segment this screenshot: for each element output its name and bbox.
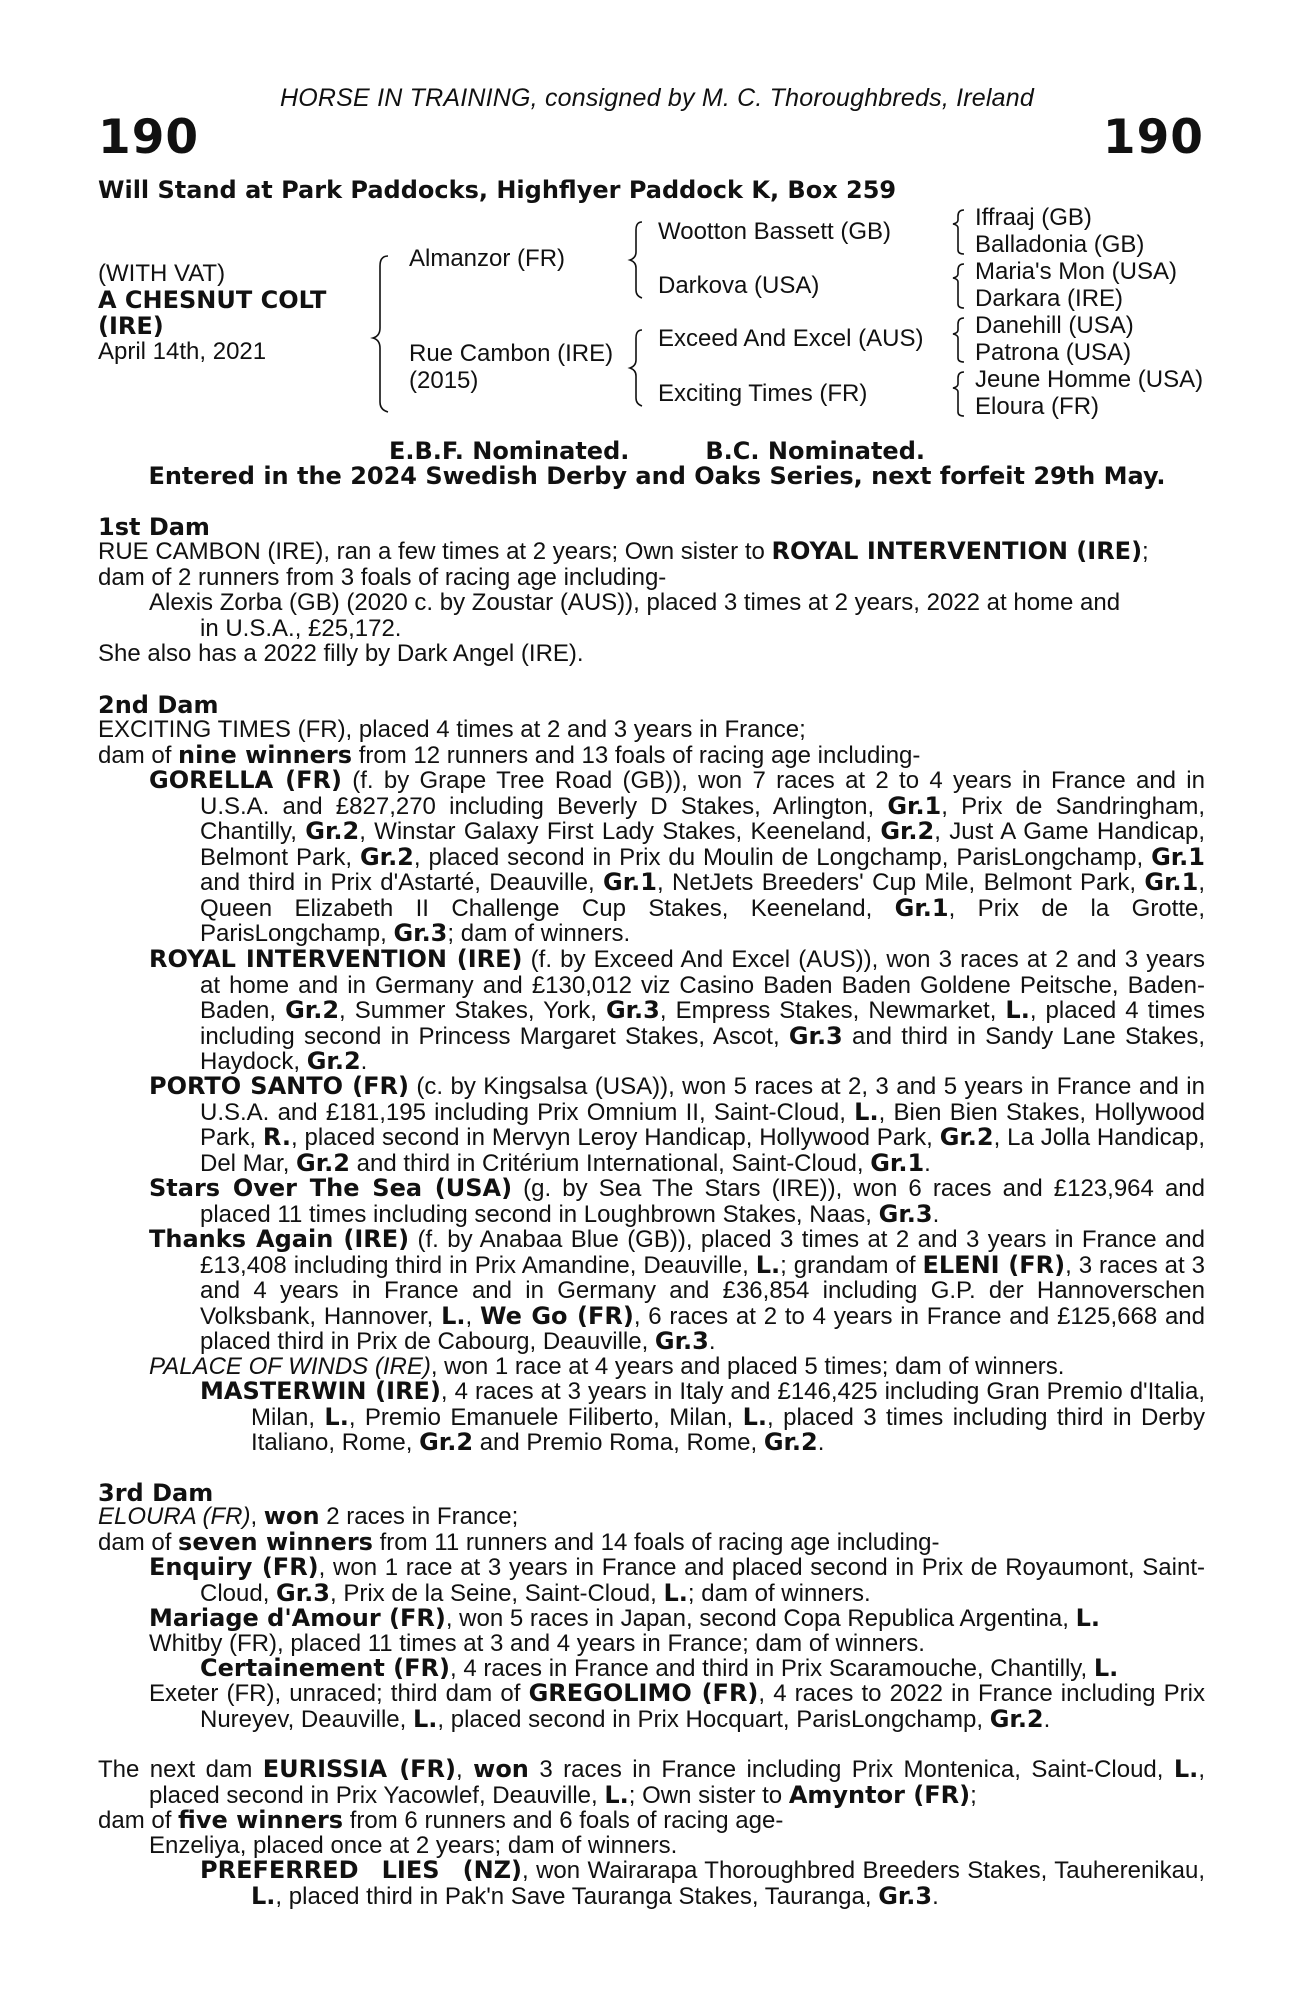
text: , Prix de la Seine, Saint-Cloud,: [329, 1579, 664, 1607]
text: , 4 races to 2022 in France including Prix Nureyev, Deauville,: [200, 1680, 1205, 1733]
text: , won Wairarapa Thoroughbred Breeders Stakes, Tauherenikau,: [522, 1857, 1205, 1884]
bracket-g1: [953, 210, 964, 254]
consignor-line: HORSE IN TRAINING, consigned by M. C. Thoroughbreds, Ireland: [280, 84, 1034, 112]
bracket-main: [373, 256, 388, 412]
text: , Bien Bien Stakes, Hollywood Park,: [200, 1098, 1205, 1151]
text: The next dam: [98, 1756, 263, 1783]
palace-of-winds-entry: [149, 1354, 1205, 1380]
dam-name: Rue Cambon (IRE): [409, 340, 614, 367]
text: RUE CAMBON (IRE), ran a few times at 2 years; Own sister to: [98, 538, 772, 565]
horse-name: Certainement (FR): [200, 1654, 450, 1682]
grade: Gr.3: [878, 1881, 933, 1910]
text: , NetJets Breeders' Cup Mile, Belmont Park,: [656, 869, 1145, 896]
grade: Gr.2: [306, 1047, 361, 1075]
text: ,: [465, 1302, 480, 1330]
enquiry-entry: [149, 1555, 1205, 1606]
text: , La Jolla Handicap, Del Mar,: [200, 1124, 1206, 1177]
text: , Winstar Galaxy First Lady Stakes, Keeneland,: [359, 818, 881, 845]
ancestor-3: Maria's Mon (USA): [975, 258, 1177, 285]
grade: Gr.3: [788, 1021, 843, 1050]
grade: Gr.2: [285, 996, 340, 1024]
ancestor-2: Balladonia (GB): [975, 231, 1145, 258]
ancestor-8: Eloura (FR): [975, 393, 1100, 420]
next-dam-produce-line: [98, 1808, 1205, 1834]
text: , placed second in Prix du Moulin de Longchamp, ParisLongchamp,: [413, 843, 1152, 871]
grade: Gr.3: [605, 996, 660, 1024]
text: and third in Critérium International, Saint-Cloud,: [349, 1149, 871, 1177]
gorella-entry: [149, 768, 1205, 947]
grade: L.: [1093, 1654, 1119, 1682]
text: , Queen Elizabeth II Challenge Cup Stakes, Keeneland,: [200, 869, 1206, 922]
text: .: [932, 1200, 940, 1228]
exeter-entry: [149, 1681, 1205, 1732]
masterwin-entry: [200, 1379, 1205, 1456]
grade: L.: [441, 1301, 466, 1330]
royal-intervention-entry: [149, 947, 1205, 1075]
horse-name: EURISSIA (FR): [262, 1755, 457, 1783]
horse-name: GREGOLIMO (FR): [528, 1679, 759, 1707]
text: ; dam of winners.: [447, 920, 631, 947]
first-dam-produce: [149, 590, 1205, 641]
ancestor-5: Danehill (USA): [975, 312, 1134, 339]
text: 2 races in France;: [319, 1503, 519, 1530]
winners-count: seven winners: [178, 1527, 373, 1556]
text: ,: [250, 1503, 264, 1530]
text: .: [708, 1328, 716, 1355]
text: , Summer Stakes, York,: [339, 997, 606, 1024]
text: from 12 runners and 13 foals of racing age including-: [352, 741, 921, 769]
ebf-nomination: E.B.F. Nominated.: [388, 437, 630, 465]
text: ; Own sister to: [628, 1781, 789, 1809]
grade: L.: [251, 1881, 276, 1910]
grade: Gr.2: [419, 1428, 474, 1456]
text: ; dam of winners.: [687, 1579, 871, 1607]
third-dam-title: 3rd Dam: [98, 1479, 214, 1507]
bracket-dam: [630, 330, 642, 406]
grade: L.: [604, 1780, 629, 1809]
horse-name: PALACE OF WINDS (IRE): [149, 1353, 431, 1380]
first-dam-title: 1st Dam: [98, 513, 210, 541]
text: from 11 runners and 14 foals of racing age including-: [372, 1528, 940, 1556]
text: (f. by Grape Tree Road (GB)), won 7 races at 2 to 4 years in France and in U.S.A. and £827,270 including Beverly D Stakes, Arlington,: [200, 767, 1205, 820]
lot-number-left: 190: [98, 110, 200, 165]
text: , placed second in Prix Hocquart, ParisLongchamp,: [437, 1705, 990, 1733]
horse-name: ELENI (FR): [922, 1250, 1066, 1279]
grade: Gr.1: [1144, 868, 1199, 896]
text: .: [924, 1149, 931, 1177]
text: .: [932, 1882, 939, 1910]
enzeliya-entry: Enzeliya, placed once at 2 years; dam of winners.: [149, 1832, 678, 1859]
horse-name: Thanks Again (IRE): [149, 1225, 410, 1253]
text: dam of: [98, 1807, 179, 1834]
grade: R.: [262, 1123, 291, 1151]
horse-name: MASTERWIN (IRE): [200, 1377, 441, 1405]
grade: Gr.1: [870, 1148, 925, 1177]
horse-name: ROYAL INTERVENTION (IRE): [149, 945, 523, 973]
text: , placed third in Pak'n Save Tauranga Stakes, Tauranga,: [275, 1882, 879, 1910]
grade: Gr.1: [1151, 842, 1205, 871]
text: , won 1 race at 4 years and placed 5 times; dam of winners.: [430, 1353, 1065, 1380]
text: EXCITING TIMES (FR), placed 4 times at 2 and 3 years in France;: [98, 716, 806, 743]
horse-name: ELOURA (FR): [98, 1503, 251, 1530]
grade: Gr.1: [887, 791, 942, 820]
grade: Gr.3: [654, 1327, 709, 1355]
ancestor-1: Iffraaj (GB): [975, 204, 1092, 231]
winners-count: nine winners: [178, 740, 353, 769]
grade: Gr.1: [603, 868, 657, 896]
entered-line: Entered in the 2024 Swedish Derby and Oaks Series, next forfeit 29th May.: [148, 462, 1166, 490]
sire-name: Almanzor (FR): [409, 245, 566, 272]
ancestor-7: Jeune Homme (USA): [975, 366, 1204, 393]
bracket-g4: [953, 372, 964, 416]
dam-dam: Exciting Times (FR): [658, 380, 868, 407]
sire-sire: Wootton Bassett (GB): [658, 218, 891, 245]
horse-name: Stars Over The Sea (USA): [149, 1174, 513, 1202]
won-label: won: [263, 1502, 320, 1530]
certainement-entry: [200, 1656, 1205, 1682]
text: , placed second in Prix Yacowlef, Deauville,: [149, 1756, 1205, 1809]
text: in U.S.A., £25,172.: [200, 614, 402, 642]
sire-dam: Darkova (USA): [658, 272, 820, 299]
grade: Gr.2: [989, 1704, 1044, 1733]
bracket-g3: [953, 318, 964, 362]
grade: L.: [1075, 1604, 1100, 1632]
grade: Gr.2: [880, 817, 935, 845]
lot-number-right: 190: [1102, 110, 1204, 165]
text: , won 1 race at 3 years in France and placed second in Prix de Royaumont, Saint-Cloud,: [200, 1554, 1205, 1607]
text: ; grandam of: [780, 1251, 923, 1279]
grade: L.: [412, 1704, 438, 1733]
dam-sire: Exceed And Excel (AUS): [658, 325, 924, 352]
text: dam of 2 runners from 3 foals of racing age including-: [98, 563, 667, 591]
grade: L.: [1173, 1755, 1199, 1783]
horse-name: Mariage d'Amour (FR): [149, 1604, 446, 1632]
grade: Gr.3: [878, 1199, 933, 1228]
stars-over-the-sea-entry: [149, 1176, 1205, 1227]
text: from 6 runners and 6 foals of racing age-: [343, 1807, 784, 1834]
foaling-date: April 14th, 2021: [98, 338, 267, 365]
text: Alexis Zorba (GB) (2020 c. by Zoustar (AUS)), placed 3 times at 2 years, 2022 at home and: [149, 589, 1121, 616]
porto-santo-entry: [149, 1074, 1205, 1176]
text: , Premio Emanuele Filiberto, Milan,: [348, 1403, 743, 1431]
third-dam-intro: [98, 1504, 1205, 1555]
lot-description: A CHESNUT COLT: [98, 286, 327, 314]
vat-note: (WITH VAT): [98, 260, 226, 287]
grade: L.: [663, 1578, 688, 1607]
grade: L.: [854, 1097, 879, 1126]
grade: Gr.2: [939, 1123, 994, 1151]
next-dam-intro: [98, 1757, 1205, 1808]
horse-name: Enquiry (FR): [149, 1553, 319, 1581]
text: (c. by Kingsalsa (USA)), won 5 races at 2, 3 and 5 years in France and in U.S.A. and £181,195 including Prix Omnium II, Saint-Cloud,: [200, 1073, 1205, 1126]
grade: Gr.2: [296, 1148, 350, 1177]
second-dam-title: 2nd Dam: [98, 691, 219, 719]
grade: Gr.2: [763, 1428, 818, 1456]
grade: L.: [1005, 996, 1030, 1024]
text: and third in Sandy Lane Stakes, Haydock,: [200, 1022, 1205, 1075]
text: , 4 races at 3 years in Italy and £146,425 including Gran Premio d'Italia, Milan,: [251, 1378, 1205, 1431]
text: .: [1043, 1705, 1051, 1733]
text: (f. by Anabaa Blue (GB)), placed 3 times at 2 and 3 years in France and £13,408 including third in Prix Amandine, Deauville,: [200, 1226, 1205, 1279]
text: , placed 4 times including second in Princess Margaret Stakes, Ascot,: [200, 997, 1206, 1050]
first-dam-note: She also has a 2022 filly by Dark Angel (IRE).: [98, 640, 584, 667]
thanks-again-entry: [149, 1227, 1205, 1355]
grade: Gr.3: [276, 1578, 330, 1607]
dam-year: (2015): [409, 367, 479, 394]
ancestor-4: Darkara (IRE): [975, 285, 1124, 312]
horse-name: PREFERRED LIES (NZ): [200, 1856, 523, 1884]
grade: Gr.2: [359, 842, 414, 871]
first-dam-intro: [98, 539, 1205, 590]
text: , Prix de la Grotte, ParisLongchamp,: [200, 894, 1206, 947]
text: Exeter (FR), unraced; third dam of: [149, 1680, 529, 1707]
horse-name: We Go (FR): [479, 1301, 634, 1330]
horse-name: PORTO SANTO (FR): [149, 1072, 409, 1100]
text: , Empress Stakes, Newmarket,: [659, 997, 1006, 1024]
grade: Gr.3: [393, 919, 448, 947]
text: , 4 races in France and third in Prix Scaramouche, Chantilly,: [450, 1655, 1094, 1682]
second-dam-intro: [98, 717, 1205, 768]
text: , 6 races at 2 to 4 years in France and £125,668 and placed third in Prix de Cabourg, Deauville,: [200, 1302, 1206, 1355]
text: ,: [456, 1756, 474, 1783]
text: , won 5 races in Japan, second Copa Republica Argentina,: [445, 1605, 1076, 1632]
won-label: won: [473, 1755, 529, 1783]
text: , placed second in Mervyn Leroy Handicap, Hollywood Park,: [290, 1124, 940, 1151]
bracket-sire: [630, 222, 642, 298]
text: , Just A Game Handicap, Belmont Park,: [200, 818, 1205, 871]
text: and third in Prix d'Astarté, Deauville,: [200, 869, 604, 896]
bc-nomination: B.C. Nominated.: [705, 437, 926, 465]
text: , placed 3 times including third in Derby Italiano, Rome,: [251, 1403, 1206, 1456]
text: dam of: [98, 741, 179, 769]
ancestor-6: Patrona (USA): [975, 339, 1132, 366]
grade: L.: [755, 1250, 781, 1279]
text: , Prix de Sandringham, Chantilly,: [200, 792, 1205, 845]
winners-count: five winners: [178, 1806, 344, 1834]
lot-description-country: (IRE): [98, 312, 164, 340]
mariage-entry: [149, 1606, 1205, 1632]
grade: L.: [742, 1402, 768, 1431]
text: ;: [970, 1781, 977, 1809]
whitby-entry: Whitby (FR), placed 11 times at 3 and 4 years in France; dam of winners.: [149, 1630, 925, 1657]
nominations-line: [0, 437, 1314, 465]
text: , 3 races at 3 and 4 years in France and in Germany and £36,854 including G.P. der Hannoverschen Volksbank, Hannover,: [200, 1251, 1205, 1330]
text: ;: [1142, 538, 1149, 565]
grade: Gr.2: [305, 817, 360, 845]
text: and Premio Roma, Rome,: [473, 1429, 764, 1456]
text: .: [817, 1429, 825, 1456]
text: dam of: [98, 1528, 179, 1556]
grade: Gr.1: [894, 893, 949, 922]
bracket-g2: [953, 264, 964, 308]
text: (g. by Sea The Stars (IRE)), won 6 races and £123,964 and placed 11 times including second in Loughbrown Stakes, Naas,: [200, 1175, 1205, 1228]
grade: L.: [324, 1402, 349, 1431]
text: 3 races in France including Prix Montenica, Saint-Cloud,: [528, 1756, 1174, 1783]
preferred-lies-entry: [200, 1858, 1205, 1909]
stand-location: Will Stand at Park Paddocks, Highflyer Paddock K, Box 259: [98, 176, 897, 204]
horse-name: GORELLA (FR): [149, 766, 342, 794]
horse-name: Amyntor (FR): [788, 1780, 971, 1809]
text: (f. by Exceed And Excel (AUS)), won 3 races at 2 and 3 years at home and in Germany and £130,012 viz Casino Baden Baden Goldene Peitsche, Baden-Baden,: [200, 946, 1205, 1024]
horse-name: ROYAL INTERVENTION (IRE): [771, 537, 1143, 565]
text: .: [360, 1048, 368, 1075]
